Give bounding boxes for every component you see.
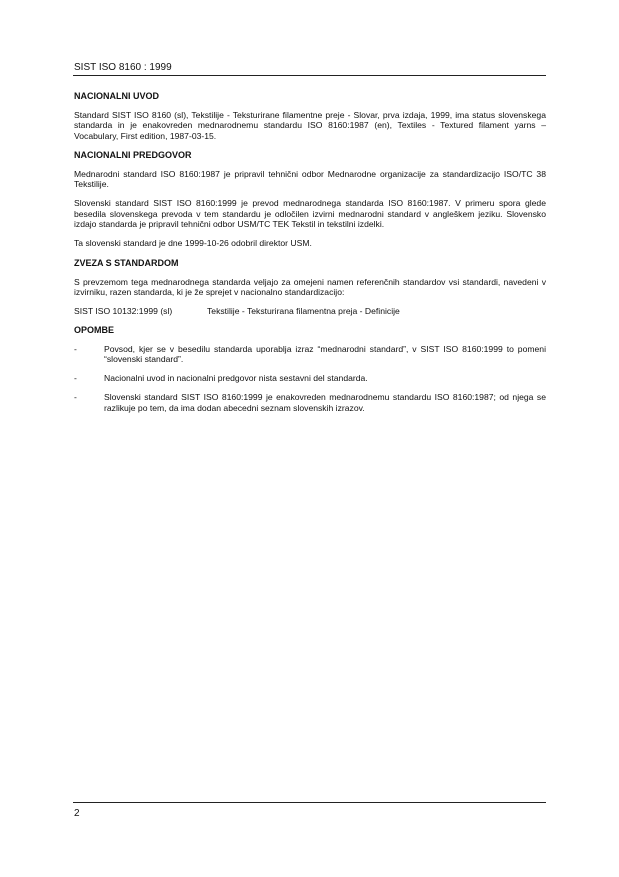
notes-list [74,344,546,413]
section-heading-nacionalni-predgovor: NACIONALNI PREDGOVOR [74,149,192,160]
nacionalni-uvod-paragraph: Standard SIST ISO 8160 (sl), Tekstilije - Teksturirane filamentne preje - Slovar, prva izdaja, 1999, ima status slovenskega standarda in je enakovreden mednarodnemu standardu ISO 8160:1987 (en), Textiles - Textured filament yarns – Vocabulary, First edition, 1987-03-15. [74,110,546,141]
dash-bullet: - [74,373,77,384]
note-text: Nacionalni uvod in nacionalni predgovor nista sestavni del standarda. [104,373,368,384]
page-number: 2 [74,808,80,819]
footer-divider [73,802,546,803]
dash-bullet: - [74,392,77,403]
header-divider [73,75,546,76]
note-text: Povsod, kjer se v besedilu standarda uporablja izraz “mednarodni standard”, v SIST ISO 8160:1999 to pomeni “slovenski standard”. [104,343,546,364]
reference-standard-title: Tekstilije - Teksturirana filamentna preja - Definicije [207,306,400,317]
reference-standard-code: SIST ISO 10132:1999 (sl) [74,306,173,317]
predgovor-paragraph-3: Ta slovenski standard je dne 1999-10-26 odobril direktor USM. [74,238,312,249]
section-heading-zveza-s-standardom: ZVEZA S STANDARDOM [74,257,179,268]
note-text: Slovenski standard SIST ISO 8160:1999 je enakovreden mednarodnemu standardu ISO 8160:1987; od njega se razlikuje po tem, da ima dodan abecedni seznam slovenskih izrazov. [104,392,546,413]
list-item [74,392,546,413]
list-item [74,344,546,365]
predgovor-paragraph-1: Mednarodni standard ISO 8160:1987 je pripravil tehnični odbor Mednarodne organizacije za standardizacijo ISO/TC 38 Tekstilije. [74,168,546,190]
predgovor-paragraph-2: Slovenski standard SIST ISO 8160:1999 je prevod mednarodnega standarda ISO 8160:1987. V primeru spora glede besedila slovenskega prevoda v tem standardu je odločilen izvirni mednarodni standard v angleškem jeziku. Slovensko izdajo standarda je pripravil tehnični odbor USM/TC TEK Tekstil in tekstilni izdelki. [74,198,546,230]
section-heading-opombe: OPOMBE [74,324,115,335]
running-header: SIST ISO 8160 : 1999 [74,62,172,73]
reference-standard-row [74,306,546,316]
zveza-paragraph: S prevzemom tega mednarodnega standarda veljajo za omejeni namen referenčnih standardov vsi standardi, navedeni v izvirniku, razen standarda, ki je že sprejet v nacionalno standardizacijo: [74,276,546,297]
list-item [74,373,546,383]
document-body [74,91,546,422]
dash-bullet: - [74,343,77,354]
section-heading-nacionalni-uvod: NACIONALNI UVOD [74,91,159,101]
